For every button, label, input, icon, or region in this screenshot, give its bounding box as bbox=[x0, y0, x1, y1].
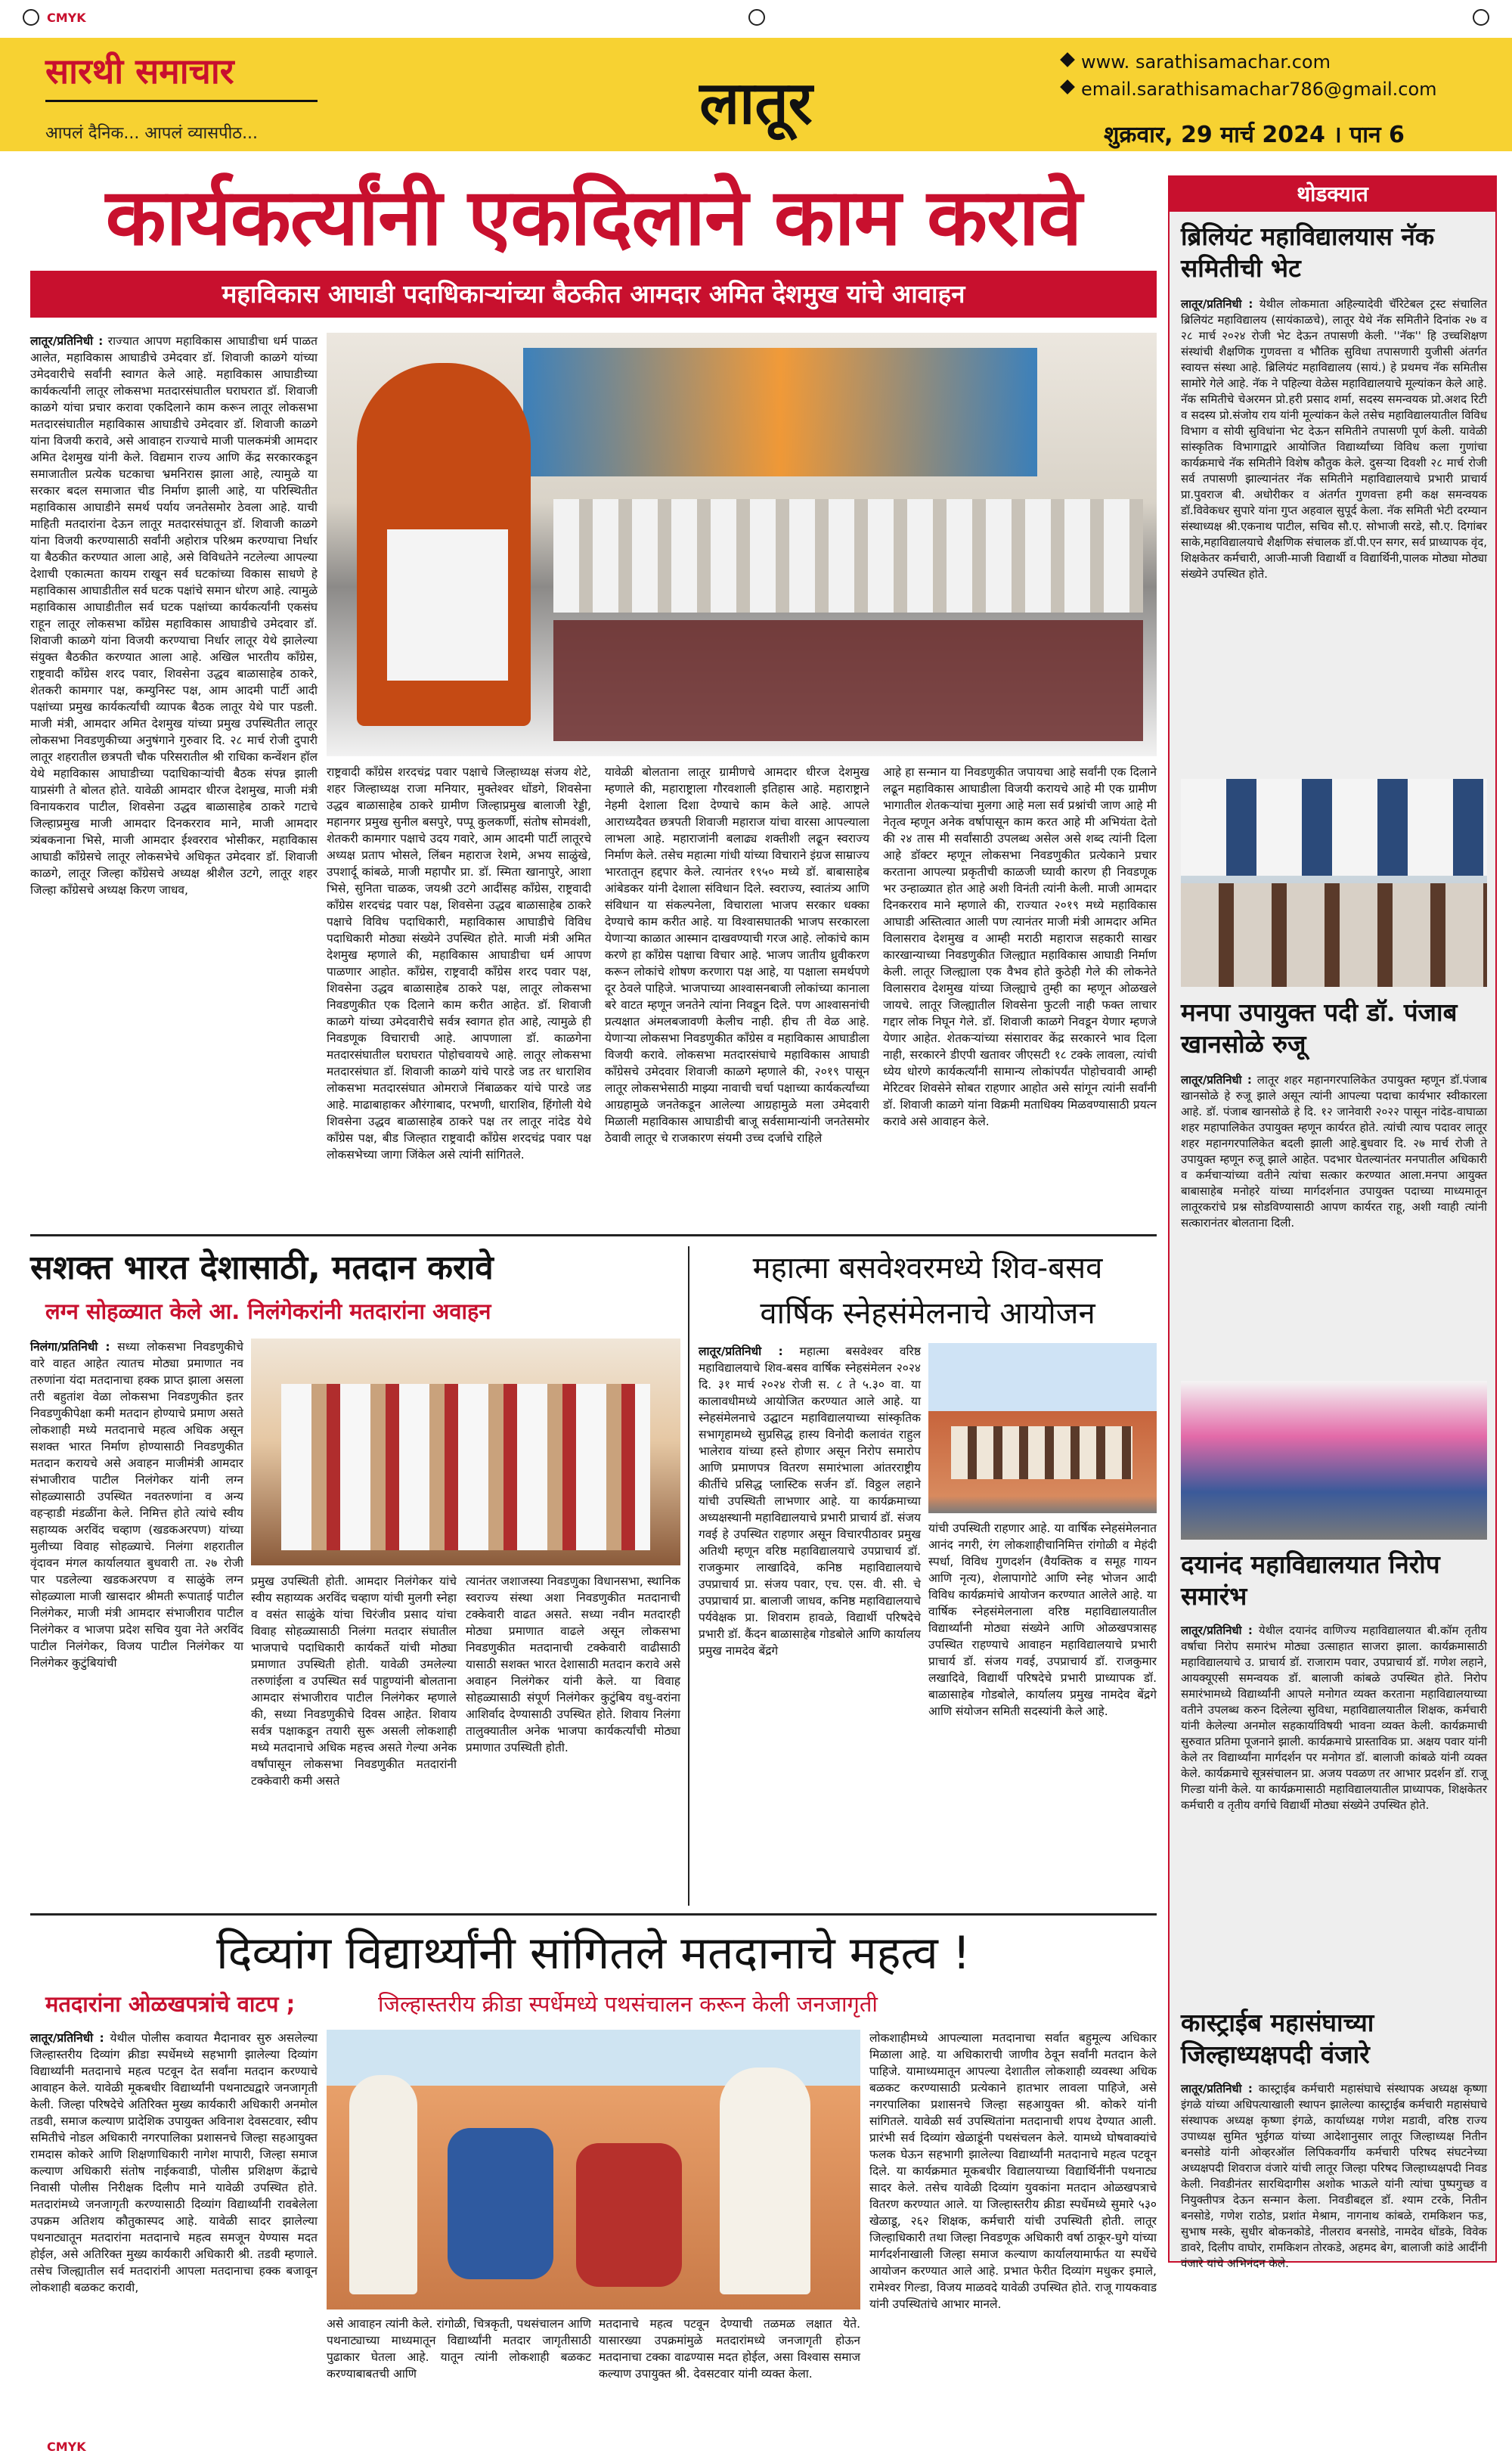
lead-headline: कार्यकर्त्यांनी एकदिलाने काम करावे bbox=[105, 171, 1082, 263]
lead-column-3: यावेळी बोलताना लातूर ग्रामीणचे आमदार धीरज देशमुख म्हणाले की, महाराष्ट्राला गौरवशाली इतिहास आहे. महाराष्ट्राने नेहमी देशाला दिशा देण्याचे काम केले आहे. आपले आराध्यदैवत छत्रपती शिवाजी महाराज यांचा वारसा आपल्याला लाभला आहे. महाराजांनी बलाढ्य शक्तीशी लढून स्वराज्य निर्माण केले. तसेच महात्मा गांधी यांच्या विचाराने इंग्रज साम्राज्य भारतातून हद्दपार केले. त्यानंतर १९५० मध्ये डॉ. बाबासाहेब आंबेडकर यांनी देशाला संविधान दिले. स्वराज्य, स्वातंत्र्य आणि संविधान या संकल्पनेला, विचाराला भाजप सरकार धक्का देण्याचे काम करीत आहे. या विश्वासघातकी भाजप सरकारला येणाऱ्या काळात आस्मान दाखवण्याची गरज आहे. लोकांचे काम करणे हा काँग्रेस पक्षाचा विचार आहे. भाजप जातीय ध्रुवीकरण करून लोकांचे शोषण करणारा पक्ष आहे, या पक्षाला समर्थपणे दूर ठेवले पाहिजे. भाजपाच्या आश्वासनबाजी लोकांच्या कानाला बरे वाटत म्हणून जनतेने त्यांना निवडून दिले. पण आश्वासनांची प्रत्यक्षात अंमलबजावणी केलीच नाही. हीच ती वेळ आहे. येणाऱ्या लोकसभा निवडणुकीत काँग्रेस व महाविकास आघाडीला विजयी करावे. लोकसभा मतदारसंघाचे महाविकास आघाडी काँग्रेसचे उमेदवार शिवाजी काळगे म्हणाले की, २०१९ पासून लातूर लोकसभेसाठी माझ्या नावाची चर्चा पक्षाच्या कार्यकर्त्यांच्या आग्रहामुळे जनतेकडून आलेल्या आग्रहामुळे मला उमेदवारी मिळाली महाविकास आघाडीची बाजू सर्वसामान्यांनी जनतेसमोर ठेवावी लातूर चे राजकारण संयमी उच्च दर्जाचे राहिले bbox=[605, 765, 869, 1145]
brief1-photo-meeting bbox=[1181, 883, 1487, 987]
column-divider bbox=[688, 1246, 689, 1906]
dateline: शुक्रवार, 29 मार्च 2024 । पान 6 bbox=[1104, 122, 1405, 148]
story2-byline: निलंगा/प्रतिनिधी : bbox=[30, 1340, 110, 1354]
story2-column-2: प्रमुख उपस्थिती होती. आमदार निलंगेकर यांचे स्वीय सहाय्यक अरविंद चव्हाण यांची मुलगी स्नेहा व वसंत साळुंके यांचा चिरंजीव प्रसाद यांचा विवाह सोहळ्यासाठी निलंगा मतदार संघातील भाजपाचे पदाधिकारी कार्यकर्ते यांची मोठ्या प्रमाणात उपस्थिती होती. यावेळी उमलेल्या तरुणांईला व उपस्थित सर्व पाहुण्यांनी बोलताना आमदार संभाजीराव पाटील निलंगेकर म्हणाले की, सध्या निवडणुकीचे दिवस आहेत. शिवाय सर्वत्र पक्षाकडून तयारी सुरू असली लोकशाही मध्ये मतदानाचे अधिक महत्त्व असते गेल्या अनेक वर्षांपासून लोकसभा निवडणुकीत मतदारांनी टक्केवारी कमी असते bbox=[251, 1574, 457, 1788]
rally-photo bbox=[327, 2030, 860, 2310]
story4-column-2: असे आवाहन त्यांनी केले. रांगोळी, चित्रकृती, पथसंचालन आणि पथनाट्याच्या माध्यमातून विद्यार्थ्यांनी मतदार जागृतीसाठी पुढाकार घेतला आहे. यातून त्यांनी लोकशाही बळकट करण्याबाबतची आणि bbox=[327, 2317, 591, 2381]
brief1-photo-group bbox=[1181, 779, 1487, 876]
email-link[interactable]: email.sarathisamachar786@gmail.com bbox=[1081, 79, 1437, 100]
story4-column-3: मतदानाचे महत्व पटवून देण्याची तळमळ लक्षात येते. यासारख्या उपक्रमांमुळे मतदारांमध्ये जनजागृती होऊन मतदानाचा टक्का वाढण्यास मदत होईल, असा विश्वास समाज कल्याण उपायुक्त श्री. देवसटवार यांनी व्यक्त केला. bbox=[599, 2317, 860, 2381]
story4-column-4: लोकशाहीमध्ये आपल्याला मतदानाचा सर्वात बहुमूल्य अधिकार मिळाला आहे. या अधिकाराची जाणीव ठेवून सर्वांनी मतदान केले पाहिजे. यामाध्यमातून आपल्या देशातील लोकशाही व्यवस्था अधिक बळकट करण्यासाठी प्रत्येकाने हातभार लावला पाहिजे, असे नगरपालिका प्रशासनचे जिल्हा सहआयुक्त श्री. कोकरे यांनी सांगितले. यावेळी सर्व उपस्थितांना मतदानाची शपथ देण्यात आली. प्रारंभी सर्व दिव्यांग खेळाडूंनी पथसंचलन केले. यामध्ये घोषवाक्यांचे फलक घेऊन सहभागी झालेल्या विद्यार्थ्यांनी मतदानाचे महत्व पटवून दिले. या कार्यक्रमात मूकबधीर विद्यालयाच्या विद्यार्थिनींनी पथनाट्य सादर केले. तसेच यावेळी दिव्यांग युवकांना मतदान ओळखपत्राचे वितरण करण्यात आले. या जिल्हास्तरीय क्रीडा स्पर्धेमध्ये सुमारे ५३० खेळाडू, २६२ शिक्षक, कर्मचारी यांची उपस्थिती होती. लातूर जिल्हाधिकारी तथा जिल्हा निवडणूक अधिकारी वर्षा ठाकूर-घुगे यांच्या मार्गदर्शनाखाली जिल्हा समाज कल्याण कार्यालयामार्फत या स्पर्धेचे आयोजन करण्यात आले आहे. प्रभात फेरीत दिव्यांग मधुकर इमाले, रामेश्वर गिल्डा, विजय माळवदे यावेळी उपस्थित होते. राजू गायकवाड यांनी उपस्थितांचे आभार मानले. bbox=[869, 2031, 1157, 2311]
wheelchair-participant bbox=[576, 2143, 682, 2287]
registration-mark-icon bbox=[23, 9, 39, 26]
tagline: आपलं दैनिक... आपलं व्यासपीठ... bbox=[45, 124, 259, 143]
brief2-title: मनपा उपायुक्त पदी डॉ. पंजाब खानसोळे रुजू bbox=[1181, 997, 1458, 1059]
section-divider bbox=[30, 1234, 1157, 1236]
seated-leaders-row bbox=[553, 499, 1143, 613]
podium bbox=[387, 529, 508, 681]
story4-subhead-left: मतदारांना ओळखपत्रांचे वाटप ; bbox=[45, 1991, 296, 2017]
story4-column-1 bbox=[30, 2030, 318, 2453]
story4-body-1: येथील पोलीस कवायत मैदानावर सुरु असलेल्या जिल्हास्तरीय दिव्यांग क्रीडा स्पर्धेमध्ये सहभागी झालेल्या दिव्यांग विद्यार्थ्यांनी मतदानाचे महत्व पटवून देत सर्वांना मतदान करण्याचे आवाहन केले. यावेळी मूकबधीर विद्यार्थ्यांनी पथनाट्यद्वारे जनजागृती केली. जिल्हा परिषदेचे अतिरिक्त मुख्य कार्यकारी अधिकारी अनमोल तडवी, समाज कल्याण प्रादेशिक उपायुक्त अविनाश देवसटवार, स्वीप समितीचे नोडल अधिकारी नगरपालिका प्रशासनचे जिल्हा सहआयुक्त रामदास कोकरे आणि शिक्षणाधिकारी नागेश मापारी, जिल्हा समाज कल्याण अधिकारी संतोष नाईकवाडी, पोलीस प्रशिक्षण केंद्राचे निवासी पोलीस निरीक्षक दिलीप माने यावेळी उपस्थित होते. मतदारांमध्ये जनजागृती करण्यासाठी दिव्यांग विद्यार्थ्यांनी रावबेलेला उपक्रम अतिशय कौतुकास्पद आहे. यावेळी सादर झालेल्या पथनाट्यातून मतदारांना मतदानाचे महत्व समजून येण्यास मदत होईल, असे अतिरिक्त मुख्य कार्यकारी अधिकारी श्री. तडवी म्हणाले. तसेच जिल्ह्यातील सर्व मतदारांनी आपला मतदानाचा हक्क बजावून लोकशाही बळकट करावी, bbox=[30, 2031, 318, 2294]
wheelchair-participant bbox=[448, 2128, 553, 2279]
story2-headline: सशक्त भारत देशासाठी, मतदान करावे bbox=[30, 1249, 494, 1287]
cmyk-mark-bottom: CMYK bbox=[47, 2440, 86, 2454]
story3-headline-line2: वार्षिक स्नेहसंमेलनाचे आयोजन bbox=[760, 1296, 1095, 1331]
brief1-photo bbox=[1181, 779, 1487, 987]
website-link[interactable]: www. sarathisamachar.com bbox=[1081, 51, 1331, 73]
story2-column-1 bbox=[30, 1339, 243, 1906]
brand-name: सारथी समाचार bbox=[45, 51, 234, 92]
college-building-photo bbox=[928, 1343, 1157, 1513]
brief2-text bbox=[1181, 1072, 1487, 1375]
lead-column-2: राष्ट्रवादी काँग्रेस शरदचंद्र पवार पक्षाचे जिल्हाध्यक्ष संजय शेटे, शहर जिल्हाध्यक्ष राजा मनियार, मुक्तेश्वर धोंडगे, शिवसेना उद्धव बाळासाहेब ठाकरे ग्रामीण जिल्हाप्रमुख बालाजी रेड्डी, महानगर प्रमुख सुनील बसपुरे, पप्पू कुलकर्णी, संतोष सोमवंशी, शेतकरी कामगार पक्षाचे उदय गवारे, आम आदमी पार्टी लातूरचे अध्यक्ष प्रताप भोसले, लिंबन महाराज रेशमे, अभय साळुंखे, उपशार्दू कांबळे, माजी महापौर प्रा. डॉ. स्मिता खानापुरे, आशा भिसे, सुनिता चाळक, जयश्री उटगे आदींसह काँग्रेस, राष्ट्रवादी काँग्रेस शरदचंद्र पवार पक्ष, शिवसेना उद्धव बाळासाहेब ठाकरे पक्षाचे विविध पदाधिकारी, महाविकास आघाडीचे विविध पदाधिकारी मोठ्या संख्येने उपस्थित होते. माजी मंत्री अमित देशमुख म्हणाले की, महाविकास आघाडीचा धर्म आपण पाळणार आहोत. काँग्रेस, राष्ट्रवादी काँग्रेस शरद पवार पक्ष, शिवसेना उद्धव बाळासाहेब ठाकरे पक्ष, लातूर लोकसभा निवडणुकीत एक दिलाने काम करीत आहेत. डॉ. शिवाजी काळगे यांच्या उमेदवारीचे सर्वत्र स्वागत होत आहे, त्यामुळे ही निवडणूक विचाराची आहे. आपणाला डॉ. काळगेना मतदारसंघातील घराघरात पोहोचवायचे आहे. लातूर लोकसभा मतदारसंघात डॉ. शिवाजी काळगे यांचे पारडे जड तर धाराशिव लोकसभा मतदारसंघात ओमराजे निंबाळकर यांचे पारडे जड आहे. माढाबाहाकर औरंगाबाद, परभणी, धाराशिव, हिंगोली येथे शिवसेना उद्धव बाळासाहेब ठाकरे पक्ष तर लातूर नांदेड येथे काँग्रेस पक्ष, बीड जिल्हात राष्ट्रवादी काँग्रेस शरदचंद्र पवार पक्ष लोकसभेच्या जागा जिंकेल असे त्यांनी सांगितले. bbox=[327, 765, 591, 1162]
story2-column-3: त्यानंतर जशाजस्या निवडणुका विधानसभा, स्थानिक स्वराज्य संस्था अशा निवडणुकीत मतदानाची टक्केवारी वाढत असते. सध्या नवीन मतदारही मोठ्या प्रमाणात वाढले असून लोकसभा निवडणुकीत मतदानाची टक्केवारी वाढीसाठी यासाठी सशक्त भारत देशासाठी मतदान करावे असे अवाहन निलंगेकर यांनी केले. या विवाह सोहळ्यासाठी संपूर्ण निलंगेकर कुटुंबिय वधु-वरांना आशिर्वाद देण्यासाठी उपस्थित होते. शिवाय निलंगा तालुक्यातील अनेक भाजपा कार्यकर्त्यांची मोठ्या प्रमाणात उपस्थिती होती. bbox=[466, 1574, 680, 1754]
story3-byline: लातूर/प्रतिनिधी : bbox=[699, 1345, 783, 1358]
brief3-title: दयानंद महाविद्यालयात निरोप समारंभ bbox=[1181, 1550, 1440, 1611]
marcher-figure bbox=[720, 2068, 810, 2294]
story3-column-1 bbox=[699, 1343, 921, 1906]
story4-subhead-right: जिल्हास्तरीय क्रीडा स्पर्धेमध्ये पथसंचालन करून केली जनजागृती bbox=[378, 1991, 878, 2017]
cmyk-mark-top: CMYK bbox=[47, 11, 86, 25]
marcher-figure bbox=[349, 2075, 417, 2294]
lead-column-1 bbox=[30, 333, 318, 1225]
section-divider bbox=[30, 1913, 1157, 1916]
story2-subhead: लग्न सोहळ्यात केले आ. निलंगेकरांनी मतदारांना अवाहन bbox=[45, 1298, 491, 1324]
lead-column-4: आहे हा सन्मान या निवडणुकीत जपायचा आहे सर्वांनी एक दिलाने लढून महाविकास आघाडीला विजयी करायचे आहे मी एक ग्रामीण भागातील शेतकऱ्यांचा मुलगा आहे मला सर्व प्रश्नांची जाण आहे मी नेतृत्व म्हणून अनेक वर्षापासून काम करत आहे मी अभियंता देतो की २४ तास मी सर्वांसाठी उपलब्ध असेल असे शब्द त्यांनी दिला आहे डॉक्टर म्हणून लोकसभा निवडणुकीत प्रत्येकाने प्रचार करताना आपल्या प्रकृतीची काळजी घ्यावी कारण ही निवडणूक भर उन्हाळ्यात होत आहे अशी विनंती त्यांनी केली. माजी आमदार दिनकरराव माने म्हणाले की, राज्यात २०१९ मध्ये महाविकास आघाडी अस्तित्वात आली पण त्यानंतर माजी मंत्री आमदार अमित विलासराव देशमुख व आम्ही मराठी महाराज सहकारी साखर कारखान्याच्या निवडणुकीत जिल्ह्यात महाविकास आघाडी निर्माण केली. लातूर जिल्ह्याला एक वैभव होते कुठेही गेले की लोकनेते विलासराव देशमुख यांच्या जिल्ह्याचे तुम्ही का म्हणून ओळखले जायचे. लातूर जिल्ह्यातील शिवसेना फुटली नाही फक्त लाचार गद्दार लोक निघून गेले. डॉ. शिवाजी काळगे निवडून येणार म्हणजे येणार आहेत. शेतकऱ्यांच्या संसारावर केंद्र सरकारने भाव दिला नाही, सरकारने डीएपी खतावर जीएसटी १८ टक्के लावला, त्यांची ध्येय धोरणे कार्यकर्त्यांनी सामान्य लोकांपर्यंत पोहोचवावी आम्ही मेरिटवर शिवसेने सोबत राहणार आहोत असे सांगून त्यांनी सर्वांनी डॉ. शिवाजी काळगे यांना विक्रमी मताधिक्य मिळवण्यासाठी प्रयत्न करावे असे आवाहन केले. bbox=[883, 765, 1157, 1128]
brief3-text bbox=[1181, 1623, 1487, 2001]
lead-subhead: महाविकास आघाडी पदाधिकाऱ्यांच्या बैठकीत आमदार अमित देशमुख यांचे आवाहन bbox=[30, 271, 1157, 318]
brief1-byline: लातूर/प्रतिनिधी : bbox=[1181, 297, 1253, 311]
wedding-guests bbox=[281, 1384, 650, 1550]
brief4-body: कास्ट्राईब कर्मचारी महासंघाचे संस्थापक अध्यक्ष कृष्णा इंगळे यांच्या अधिपत्याखाली स्थापन झालेल्या कास्ट्राईब कर्मचारी महासंघाचे संस्थापक अध्यक्ष कृष्णा इंगळे, कार्याध्यक्ष गणेश मडावी, वरिष्ठ राज्य उपाध्यक्ष सुमित भुईगळ यांच्या आदेशानुसार लातूर जिल्हाध्यक्ष नितीन बनसोडे यांनी ओव्हरऑल लिपिकवर्गीय कर्मचारी परिषद संघटनेच्या अध्यक्षपदी शिवराज वंजारे यांची लातूर जिल्हा परिषद जिल्हाध्यक्षपदी निवड केली. निवडीनंतर सारथिदागीस अशोक भाऊले यांनी त्यांचा पुष्पगुच्छ व नियुक्तीपत्र देऊन सन्मान केला. निवडीबद्दल डॉ. श्याम टरके, नितीन बनसोडे, गणेश राठोड, प्रशांत मेश्राम, नागनाथ कांबळे, रामकिशन फड, सुभाष मस्के, सुधीर बोकनकोडे, नीलराव बनसोडे, नामदेव धोंडके, विवेक डावरे, दिलीप वाघोर, रामकिशन तोरकडे, अहमद बेग, बालाजी कांडे आदींनी वंजारे यांचे अभिनंदन केले. bbox=[1181, 2082, 1487, 2270]
brief2-photo bbox=[1181, 1381, 1487, 1540]
brief1-body: येथील लोकमाता अहिल्यादेवी चॅरिटेबल ट्रस्ट संचालित ब्रिलियंट महाविद्यालय (सायंकाळचे), लातूर येथे नॅक समितीने दिनांक २७ व २८ मार्च २०२४ रोजी भेट देऊन तपासणी केली. ''नॅक'' हि उच्चशिक्षण संस्थांची शैक्षणिक गुणवत्ता व भौतिक सुविधा तपासणारी युजीसी अंतर्गत स्वायत्त संस्था आहे. ब्रिलियंट महाविद्यालय (सायं.) हे प्रथमच नॅक समितीस सामोरे गेले आहे. नॅक ने पहिल्या वेळेस महाविद्यालयाचे मूल्यांकन केले आहे. नॅक समितीचे चेअरमन प्रो.हरी प्रसाद शर्मा, सदस्य समन्वयक प्रो.अशद रिटी व सदस्य प्रो.संजोय राय यांनी मूल्यांकन केले तसेच महाविद्यालयातील विविध विभाग व सोयी सुविधांना भेट देऊन समितीने तपासणी पूर्ण केली. यावेळी सांस्कृतिक विभागाद्वारे आयोजित विद्यार्थ्यांच्या विविध कला गुणांचा कार्यक्रमाचे नॅक समितीने विशेष कौतुक केले. दुसऱ्या दिवशी २८ मार्च रोजी सर्व तपासणी झाल्यानंतर नॅक समितीने महाविद्यालयाचे प्रभारी प्राचार्य प्रा.पुवराज बी. अधोरीकर व अंतर्गत गुणवत्ता हमी कक्ष समन्वयक डॉ.विवेकधर सुपारे यांना गुप्त अहवाल सुपूर्द केला. नॅक समिती भेटी दरम्यान संस्थाध्यक्ष श्री.एकनाथ पाटील, सचिव सौ.ए. सोभाजी सरडे, सौ.ए. दिगांबर साके,महाविद्यालयाचे शैक्षणिक संचालक डॉ.पी.एन सगर, सर्व प्राध्यापक वृंद, शिक्षकेतर कर्मचारी, आजी-माजी विद्यार्थी व विद्यार्थिनी,पालक मोठ्या मोठ्या संख्येने उपस्थित होते. bbox=[1181, 297, 1487, 581]
brief1-text bbox=[1181, 296, 1487, 773]
brief4-byline: लातूर/प्रतिनिधी : bbox=[1181, 2082, 1253, 2095]
story3-body-1: महात्मा बसवेश्वर वरिष्ठ महाविद्यालयाचे शिव-बसव वार्षिक स्नेहसंमेलन २०२४ दि. ३१ मार्च २०२४ रोजी स. ८ ते ५.३० वा. या कालावधीमध्ये आयोजित करण्यात आले आहे. या स्नेहसंमेलनाचे उद्घाटन महाविद्यालयाच्या सांस्कृतिक सभागृहामध्ये सुप्रसिद्ध हास्य विनोदी कलावंत राहुल भालेराव यांच्या हस्ते होणार असून निरोप समारोप आणि प्रमाणपत्र वितरण समारंभाला आंतरराष्ट्रीय कीर्तीचे प्रसिद्ध प्लास्टिक सर्जन डॉ. विठ्ठल लहाने यांची उपस्थिती लाभणार आहे. या कार्यक्रमाच्या अध्यक्षस्थानी महाविद्यालयाचे प्रभारी प्राचार्य डॉ. संजय गवई हे उपस्थित राहणार असून विचारपीठावर प्रमुख अतिथी म्हणून वरिष्ठ महाविद्यालयाचे उपप्राचार्य डॉ. राजकुमार लाखादिवे, कनिष्ठ महाविद्यालयाचे उपप्राचार्य प्रा. संजय पवार, एच. एस. वी. सी. चे उपप्राचार्य प्रा. बालाजी जाधव, कनिष्ठ महाविद्यालयाचे पर्यवेक्षक प्रा. शिवराम हावळे, विद्यार्थी परिषदेचे प्रभारी डॉ. कैंदन बाळासाहेब गोडबोले आणि कार्यालय प्रमुख नामदेव बेंद्रगे bbox=[699, 1345, 921, 1658]
brief2-body: लातूर शहर महानगरपालिकेत उपायुक्त म्हणून डॉ.पंजाब खानसोळे हे रुजू झाले असून त्यांनी आपल्या पदाचा कार्यभार स्वीकारला आहे. डॉ. पंजाब खानसोळे हे दि. १२ जानेवारी २०२२ पासून नांदेड-वाघाळा शहर महापालिकेत उपायुक्त म्हणून कार्यरत होते. त्यांची त्याच पदावर लातूर शहर महानगरपालिकेत बदली झाली आहे.बुधवार दि. २७ मार्च रोजी ते उपायुक्त म्हणून रुजू झाले आहेत. पदभार घेतल्यानंतर मनपातील अधिकारी व कर्मचाऱ्यांच्या वतीने त्यांचा सत्कार करण्यात आला.मनपा आयुक्त बाबासाहेब मनोहरे यांच्या मार्गदर्शनात उपायुक्त पदाच्या माध्यमातून लातूरकरांचे प्रश्न सोडविण्यासाठी आपण कार्यरत राहू, अशी ग्वाही त्यांनी सत्कारानंतर बोलताना दिली. bbox=[1181, 1073, 1487, 1230]
building-windows bbox=[951, 1426, 1132, 1479]
story3-column-2: यांची उपस्थिती राहणार आहे. या वार्षिक स्नेहसंमेलनात आनंद नगरी, रंग लोकशाहीचानिमित्त रांगोळी व मेहंदी स्पर्धा, विविध गुणदर्शन (वैयक्तिक व समूह गायन आणि नृत्य), शेलापागोटे आणि स्नेह भोजन आदी विविध कार्यक्रमांचे आयोजन करण्यात आलेले आहे. या वार्षिक स्नेहसंमेलनाला वरिष्ठ महाविद्यालयातील विद्यार्थ्यांनी मोठ्या संख्येने आणि ओळखपत्रासह उपस्थित राहण्याचे आवाहन महाविद्यालयाचे प्रभारी प्राचार्य डॉ. संजय गवई, उपप्राचार्य डॉ. राजकुमार लखादिवे, विद्यार्थी परिषदेचे प्रभारी प्राध्यापक डॉ. बाळासाहेब गोडबोले, कार्यालय प्रमुख नामदेव बेंद्रगे आणि संयोजन समिती सदस्यांनी केले आहे. bbox=[928, 1522, 1157, 1718]
brief3-byline: लातूर/प्रतिनिधी : bbox=[1181, 1624, 1253, 1637]
story4-byline: लातूर/प्रतिनिधी : bbox=[30, 2031, 104, 2045]
story3-headline-line1: महात्मा बसवेश्वरमध्ये शिव-बसव bbox=[752, 1251, 1103, 1286]
edition-city: लातूर bbox=[699, 69, 813, 138]
story2-body-1: सध्या लोकसभा निवडणुकीचे वारे वाहत आहेत त्यातच मोठ्या प्रमाणात नव तरुणांना यंदा मतदानाचा हक्क प्राप्त झाला असला तरी बहुतांश वेळा लोकसभा निवडणुकीत इतर निवडणुकीपेक्षा कमी मतदान होण्याचे प्रमाण असते लोकशाही मध्ये मतदानाचे महत्व अधिक असून सशक्त भारत निर्माण होण्यासाठी निवडणुकीत मतदान करायचे असे अवाहन माजीमंत्री आमदार संभाजीराव पाटील निलंगेकर यांनी लग्न सोहळ्यासाठी उपस्थित नवतरुणांना व अन्य वहऱ्हाडी मंडळींना केले. निमित्त होते त्यांचे स्वीय सहाय्यक अरविंद चव्हाण (खडकअरपण) यांच्या मुलीच्या विवाह सोहळ्याचे. निलंगा शहरातील वृंदावन मंगल कार्यालयात बुधवारी ता. २७ रोजी पार पडलेल्या खडकअरपण व साळुंके लग्न सोहळ्याला माजी खासदार श्रीमती रूपाताई पाटील निलंगेकर, माजी मंत्री आमदार संभाजीराव पाटील निलंगेकर व भाजपा प्रदेश सचिव युवा नेते अरविंद पाटील निलंगेकर, विजय पाटील निलंगेकर या निलंगेकर कुटुंबियांची bbox=[30, 1340, 243, 1670]
brief3-body: येथील दयानंद वाणिज्य महाविद्यालयात बी.कॉम तृतीय वर्षाचा निरोप समारंभ मोठ्या उत्साहात साजरा झाला. कार्यक्रमासाठी महाविद्यालयाचे उ. प्राचार्य डॉ. राजाराम पवार, उपप्राचार्य डॉ. गणेश लहाने, आयक्यूएसी समन्वयक डॉ. बालाजी कांबळे उपस्थित होते. निरोप समारंभामध्ये विद्यार्थ्यांनी आपले मनोगत व्यक्त करताना महाविद्यालयाच्या वतीने उपलब्ध करुन दिलेल्या सुविधा, महाविद्यालयातील शिक्षक, कर्मचारी यांनी केलेल्या अनमोल सहकार्याविषयी भावना व्यक्त केली. कार्यक्रमाची सुरुवात प्रतिमा पूजनाने झाली. कार्यक्रमाचे प्रास्ताविक प्रा. अक्षय पवार यांनी केले तर विद्यार्थ्यांना मार्गदर्शन पर मनोगत डॉ. बालाजी कांबळे यांनी व्यक्त केले. कार्यक्रमाचे सूत्रसंचालन प्रा. अजय पवळण तर आभार प्रदर्शन डॉ. राजू गिल्डा यांनी केले. या कार्यक्रमासाठी महाविद्यालयातील प्राध्यापक, शिक्षकेतर कर्मचारी व तृतीय वर्गाचे विद्यार्थी मोठ्या संख्येने उपस्थित होते. bbox=[1181, 1624, 1487, 1812]
lead-body-1: राज्यात आपण महाविकास आघाडीचा धर्म पाळत आलेत, महाविकास आघाडीचे उमेदवार डॉ. शिवाजी काळगे यांच्या उमेदवारीचे सर्वांनी स्वागत केले आहे. महाविकास आघाडीच्या कार्यकर्त्यांनी लातूर लोकसभा मतदारसंघातील घराघरात डॉ. शिवाजी काळगे यांचा प्रचार करावा एकदिलाने काम करून लातूर लोकसभा मतदारसंघातील महाविकास आघाडीचे उमेदवार डॉ. शिवाजी काळगे यांना विजयी करावे, असे आवाहन राज्याचे माजी पालकमंत्री आमदार अमित देशमुख यांनी केले. विद्यमान राज्य आणि केंद्र सरकारकडून समाजातील प्रत्येक घटकाचा भ्रमनिरास झाला आहे, त्यामुळे या सरकार बदल समाजात चीड निर्माण झाली आहे, या परिस्थितीत महाविकास आघाडीने समर्थ पर्याय जनतेसमोर ठेवला आहे. याची माहिती मतदारांना देऊन लातूर मतदारसंघातून डॉ. शिवाजी काळगे यांना विजयी करण्यासाठी सर्वांनी अहोरात्र परिश्रम करण्याचा निर्धार या बैठकीत करण्यात आला आहे, असे विविधतेने नटलेल्या आपल्या देशाची एकात्मता कायम राखून सर्व घटकांच्या विकास साधणे हे महाविकास आघाडीतील सर्व घटक पक्षांचे समान धोरण आहे. त्यामुळे महाविकास आघाडीतील सर्व घटक पक्षांच्या कार्यकर्त्यांनी एकसंघ राहून लातूर लोकसभा काँग्रेस महाविकास आघाडीचे उमेदवार डॉ. शिवाजी काळगे यांना विजयी करण्याचा निर्धार लातूर येथे झालेल्या संयुक्त बैठकीत करण्यात आला आहे. अखिल भारतीय काँग्रेस, राष्ट्रवादी काँग्रेस शरद पवार, शिवसेना उद्धव बाळासाहेब ठाकरे, शेतकरी कामगार पक्ष, कम्युनिस्ट पक्ष, आम आदमी पार्टी आदी पक्षांच्या प्रमुख कार्यकर्त्यांची व्यापक बैठक लातूर येथे पार पडली. माजी मंत्री, आमदार अमित देशमुख यांच्या प्रमुख उपस्थितीत लातूर लोकसभा निवडणुकीच्या अनुषंगाने गुरुवार दि. २८ मार्च रोजी दुपारी लातूर शहरातील छत्रपती चौक परिसरातील श्री राधिका कन्वेंशन हॉल येथे महाविकास आघाडीच्या पदाधिकाऱ्यांची बैठक संपन्न झाली याप्रसंगी ते बोलत होते. यावेळी आमदार धीरज देशमुख, माजी मंत्री विनायकराव पाटील, शिवसेना उद्धव बाळासाहेब ठाकरे गटाचे जिल्हाप्रमुख माजी आमदार दिनकरराव माने, माजी आमदार त्र्यंबकनाना भिसे, माजी आमदार ईश्वरराव भोसीकर, महाविकास आघाडी काँग्रेसचे लातूर लोकसभेचे अधिकृत उमेदवार डॉ. शिवाजी काळगे, लातूर जिल्हा काँग्रेसचे अध्यक्ष श्रीशैल उटगे, लातूर शहर जिल्हा काँग्रेसचे अध्यक्ष किरण जाधव, bbox=[30, 334, 318, 897]
stage-banner bbox=[523, 348, 1037, 476]
masthead-divider bbox=[45, 100, 318, 102]
brief4-title: कास्ट्राईब महासंघाच्या जिल्हाध्यक्षपदी वंजारे bbox=[1181, 2008, 1374, 2069]
stage-front-drape bbox=[553, 620, 1143, 741]
registration-mark-icon bbox=[748, 9, 765, 26]
lead-photo bbox=[327, 333, 1157, 756]
briefs-header: थोडक्यात bbox=[1170, 177, 1495, 212]
brief2-byline: लातूर/प्रतिनिधी : bbox=[1181, 1073, 1252, 1087]
wedding-photo bbox=[251, 1339, 680, 1565]
brief1-title: ब्रिलियंट महाविद्यालयास नॅक समितीची भेट bbox=[1181, 222, 1435, 283]
lead-byline: लातूर/प्रतिनिधी : bbox=[30, 334, 104, 348]
story4-headline: दिव्यांग विद्यार्थ्यांनी सांगितले मतदानाचे महत्व ! bbox=[216, 1927, 971, 1980]
registration-mark-icon bbox=[1473, 9, 1489, 26]
brief4-text bbox=[1181, 2081, 1487, 2270]
